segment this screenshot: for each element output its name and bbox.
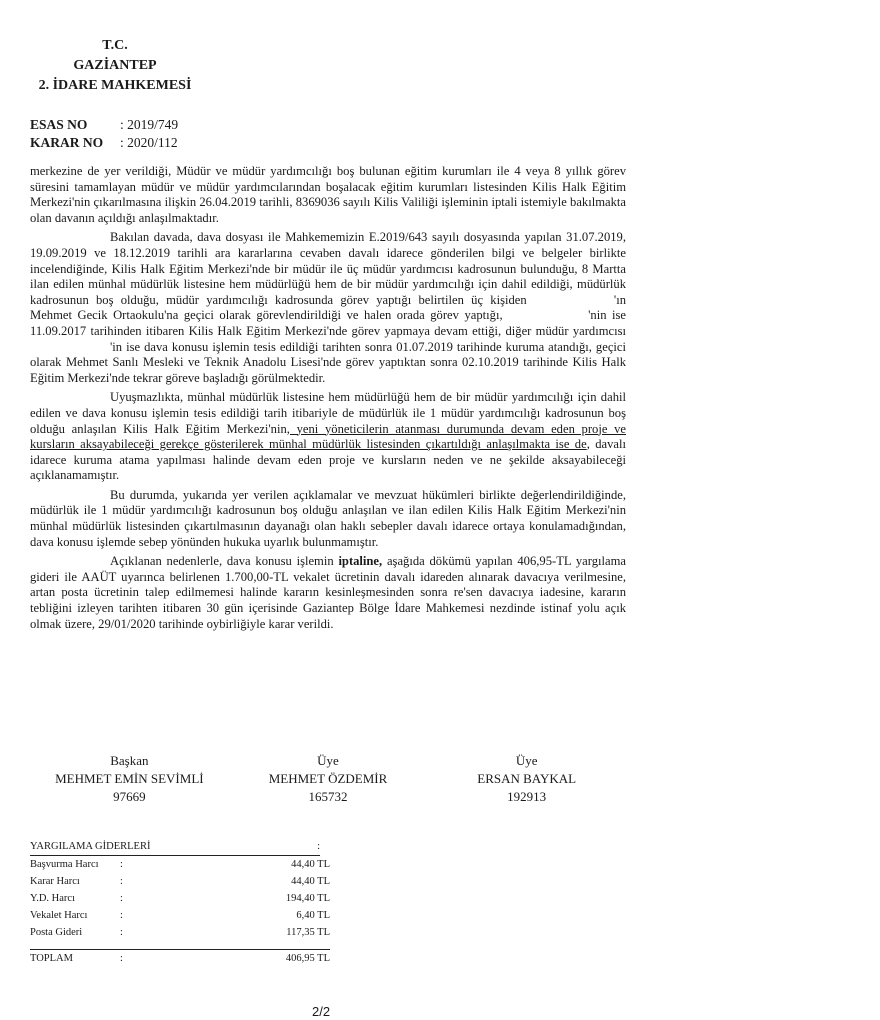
signature-block — [30, 752, 626, 806]
cost-row — [30, 907, 340, 924]
cost-amount: 6,40 TL — [296, 910, 330, 921]
signature-number: 97669 — [113, 789, 146, 804]
paragraph-5-part-c: aşağıda dökümü yapılan 406,95-TL yargılama gideri ile AAÜT uyarınca belirlenen 1.700,00-TL vekalet ücretinin davalı idareden alınarak davacıya verilmesine, artan posta ücretinin talep edilmemesi halinde kararın kesinleşmesinden sonra re'sen davacıya iadesine, kararın tebliğini izleyen tarihten itibaren 30 gün içerisinde Gaziantep Bölge İdare Mahkemesi nezdinde istinaf yolu açık olmak üzere, 29/01/2020 tarihinde oybirliğiyle karar verildi. — [30, 554, 627, 631]
cost-total-colon: : — [120, 953, 123, 964]
cost-amount: 44,40 TL — [291, 859, 330, 870]
cost-colon: : — [120, 859, 123, 870]
cost-total-row — [30, 950, 340, 967]
signature-name: ERSAN BAYKAL — [477, 771, 577, 786]
paragraph-5 — [30, 554, 626, 632]
court-header — [30, 36, 200, 96]
cost-colon: : — [120, 876, 123, 887]
cost-row — [30, 890, 340, 907]
signature-role: Üye — [317, 753, 339, 768]
cost-colon: : — [120, 910, 123, 921]
cost-label: Y.D. Harcı — [30, 893, 76, 904]
signature-role: Üye — [515, 753, 538, 768]
signature-president — [30, 752, 229, 806]
paragraph-4: Bu durumda, yukarıda yer verilen açıklamalar ve mevzuat hükümleri birlikte değerlendirildiğinde, müdürlük ile 1 müdür yardımcılığı kadrosunun boş olduğu anlaşılan ve ilan edilen Kilis Halk Eğitim Merkezi'nin münhal müdürlük listesinden çıkartılmasının dayanağı olan haklı sebepler davalı idarece ortaya konulamadığından, dava konusu işlemde sebep yönünden hukuka uyarlık bulunmamıştır. — [30, 487, 626, 549]
cost-row — [30, 856, 340, 873]
header-line-city: GAZİANTEP — [73, 58, 157, 73]
paragraph-3-part-b: , davalı idarece kuruma atama yapılması halinde devam eden proje ve kursların neden ve ne şekilde aksayabileceği açıklanamamıştır. — [30, 437, 626, 483]
paragraph-2-part-b: 'ın Mehmet Gecik Ortaokulu'na geçici olarak görevlendirildiği ve halen orada görev yaptığı, — [30, 292, 626, 323]
signature-member-1 — [229, 752, 428, 806]
cost-amount: 117,35 TL — [286, 927, 330, 938]
esas-row — [30, 116, 178, 134]
signature-member-2 — [427, 752, 626, 806]
cost-label: Vekalet Harcı — [30, 910, 88, 921]
paragraph-3-part-a: Uyuşmazlıkta, münhal müdürlük listesine hem müdürlüğü hem de bir müdür yardımcılığı için dahil edilen ve dava konusu işlemin tesis edildiği tarih itibariyle de müdürlük ile 1 müdür yardımcılığı kadrosunun boş olduğu anlaşılan Kilis Halk Eğitim Merkezi'nin — [30, 390, 626, 436]
karar-row — [30, 134, 178, 152]
cost-amount: 194,40 TL — [285, 893, 330, 904]
cost-amount: 44,40 TL — [291, 876, 330, 887]
esas-label: ESAS NO — [30, 117, 88, 132]
header-line-court: 2. İDARE MAHKEMESİ — [38, 78, 192, 93]
cost-colon: : — [120, 893, 123, 904]
cost-row — [30, 924, 340, 941]
signature-name: MEHMET ÖZDEMİR — [268, 771, 388, 786]
cost-total-amount: 406,95 TL — [285, 953, 330, 964]
paragraph-2-part-c: 'nin ise 11.09.2017 tarihinden itibaren Kilis Halk Eğitim Merkezi'nde görev yapmaya devam ettiği, diğer müdür yardımcısı — [30, 308, 626, 338]
case-numbers — [30, 116, 178, 152]
cost-label: Karar Harcı — [30, 876, 80, 887]
cost-row — [30, 873, 340, 890]
signature-name: MEHMET EMİN SEVİMLİ — [55, 771, 204, 786]
paragraph-2-part-d: 'in ise dava konusu işlemin tesis edildiği tarihten sonra 01.07.2019 tarihinde kuruma atandığı, geçici olarak Mehmet Sanlı Mesleki ve Teknik Anadolu Lisesi'nde görev yaptıktan sonra 02.10.2019 tarihinde Kilis Halk Eğitim Merkezi'nde tekrar göreve başladığı görülmektedir. — [30, 339, 626, 385]
cost-total-label: TOPLAM — [30, 953, 73, 964]
paragraph-2-part-a: Bakılan davada, dava dosyası ile Mahkememizin E.2019/643 sayılı dosyasında yapılan 31.07.2019, 19.09.2019 ve 18.12.2019 tarihli ara kararlarına cevaben davalı idarece gönderilen bilgi ve belgeler birlikte incelendiğinde, Kilis Halk Eğitim Merkezi'nde bir müdür ile üç müdür yardımcısı kadrosunun bulunduğu, 8 Martta ilan edilen münhal müdürlük listesine hem müdürlüğü hem de bir müdür yardımcılığı için dahil edildiği, müdürlük kadrosunun boş olduğu, müdür yardımcılığı kadrosunda görev yaptığı belirtilen üç kişiden — [30, 230, 626, 307]
cost-label: Posta Gideri — [30, 927, 83, 938]
paragraph-3 — [30, 390, 626, 484]
cost-colon: : — [120, 927, 123, 938]
paragraph-3-underlined: , yeni yöneticilerin atanması durumunda devam eden proje ve kursların aksayabileceği gerekçe gösterilerek münhal müdürlük listesinden çıkartıldığı anlaşılmakta ise de — [30, 421, 627, 452]
paragraph-1: merkezine de yer verildiği, Müdür ve müdür yardımcılığı boş bulunan eğitim kurumları ile 4 veya 8 yıllık görev süresini tamamlayan müdür ve müdür yardımcılarından boşalacak eğitim kurumları listesinden Kilis Halk Eğitim Merkezi'nin çıkarılmasına ilişkin 26.04.2019 tarihli, 8369036 sayılı Kilis Valiliği işleminin iptali istemiyle bakılmakta olan davanın açıldığı anlaşılmaktadır. — [30, 164, 626, 225]
paragraph-2 — [30, 230, 626, 386]
signature-number: 165732 — [308, 789, 348, 804]
decision-body — [30, 164, 626, 636]
paragraph-5-part-a: Açıklanan nedenlerle, dava konusu işlemin — [110, 554, 334, 569]
esas-value: : 2019/749 — [120, 117, 179, 132]
karar-label: KARAR NO — [30, 135, 104, 150]
signature-number: 192913 — [507, 789, 547, 804]
page-number: 2/2 — [312, 1004, 331, 1019]
costs-table — [30, 838, 340, 967]
costs-title-colon: : — [317, 841, 320, 852]
header-line-tc: T.C. — [102, 38, 128, 53]
karar-value: : 2020/112 — [120, 135, 178, 150]
costs-title: YARGILAMA GİDERLERİ — [30, 841, 151, 852]
cost-label: Başvurma Harcı — [30, 859, 99, 870]
costs-title-row — [30, 838, 320, 856]
paragraph-5-bold: iptaline, — [338, 554, 383, 569]
signature-role: Başkan — [110, 753, 149, 768]
